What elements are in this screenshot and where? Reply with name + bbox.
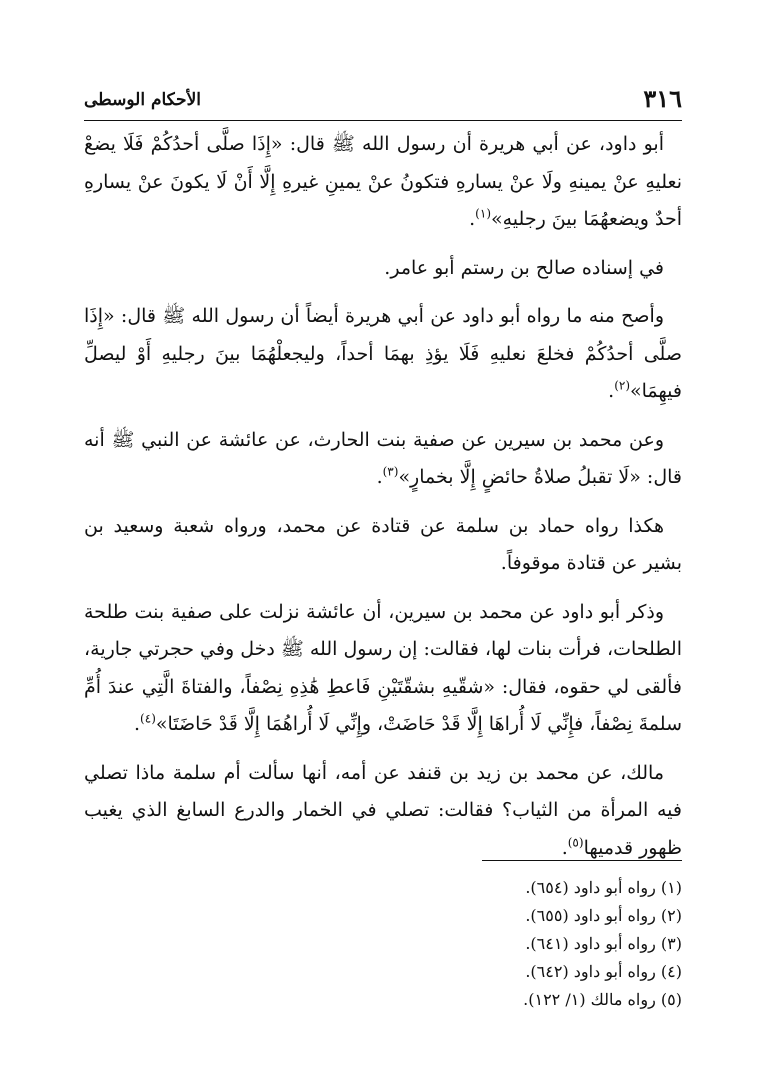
paragraph-7: مالك، عن محمد بن زيد بن قنفد عن أمه، أنها سألت أم سلمة ماذا تصلي فيه المرأة من الثياب؟ فقالت: تصلي في الخمار والدرع السابغ الذي يغيب ظهور قدميها$^{(٥)}$.: [84, 761, 682, 859]
footnote-ref-2: (٢): [614, 378, 631, 393]
footnote-ref-1: (١): [475, 206, 491, 221]
paragraph-3: وأصح منه ما رواه أبو داود عن أبي هريرة أيضاً أن رسول الله ﷺ قال: «إِذَا صلَّى أحدُكُمْ فخلعَ نعليهِ فَلَا يؤذِ بهمَا أحداً، وليجعلْهُمَا بينَ رجليهِ أَوْ ليصلِّ فيهِمَا»$^{(٢)}$.: [84, 305, 682, 402]
page-header: [84, 84, 682, 114]
paragraph-4: وعن محمد بن سيرين عن صفية بنت الحارث، عن عائشة عن النبي ﷺ أنه قال: «لَا تقبلُ صلاةُ حائضٍ إِلَّا بخمارٍ»$^{(٣)}$.: [84, 428, 682, 488]
footnotes: [84, 874, 682, 1014]
paragraph-5: هكذا رواه حماد بن سلمة عن قتادة عن محمد، ورواه شعبة وسعيد بن بشير عن قتادة موقوفاً.: [84, 514, 682, 574]
footnote-ref-3: (٣): [382, 464, 399, 479]
running-title: الأحكام الوسطى: [84, 90, 201, 110]
footnote-1: (١) رواه أبو داود (٦٥٤).: [525, 878, 682, 897]
footnote-3: (٣) رواه أبو داود (٦٤١).: [525, 934, 682, 953]
footnote-ref-5: (٥): [567, 835, 584, 850]
footnote-4: (٤) رواه أبو داود (٦٤٢).: [525, 962, 682, 981]
paragraph-2: في إسناده صالح بن رستم أبو عامر.: [384, 256, 664, 279]
paragraph-1: أبو داود، عن أبي هريرة أن رسول الله ﷺ قال: «إِذَا صلَّى أحدُكُمْ فَلَا يضعْ نعليهِ عنْ يمينهِ ولَا عنْ يسارهِ فتكونُ عنْ يمينِ غيرهِ إِلَّا أَنْ لَا يكونَ عنْ يسارهِ أحدٌ ويضعهُمَا بينَ رجليهِ»$^{(١)}$.: [84, 133, 682, 230]
page-number: ٣١٦: [643, 84, 682, 113]
footnote-rule: [482, 860, 682, 861]
paragraph-6: وذكر أبو داود عن محمد بن سيرين، أن عائشة نزلت على صفية بنت طلحة الطلحات، فرأت بنات لها، فقالت: إن رسول الله ﷺ دخل وفي حجرتي جارية، فألقى لي حقوه، فقال: «شقّيهِ بشقّتَيْنِ فَاعطِ هَٰذِهِ نِصْفاً، والفتاةَ الَّتِي عندَ أُمِّ سلمةَ نِصْفاً، فإِنِّي لَا أُراهَا إِلَّا قَدْ حَاضَتْ، وإِنِّي لَا أُراهُمَا إِلَّا قَدْ حَاضَتَا»$^{(٤)}$.: [84, 600, 682, 735]
body-text: [84, 126, 682, 878]
header-rule: [84, 120, 682, 121]
footnote-2: (٢) رواه أبو داود (٦٥٥).: [525, 906, 682, 925]
footnote-ref-4: (٤): [140, 711, 156, 726]
footnote-5: (٥) رواه مالك (١/ ١٢٢).: [523, 990, 682, 1009]
